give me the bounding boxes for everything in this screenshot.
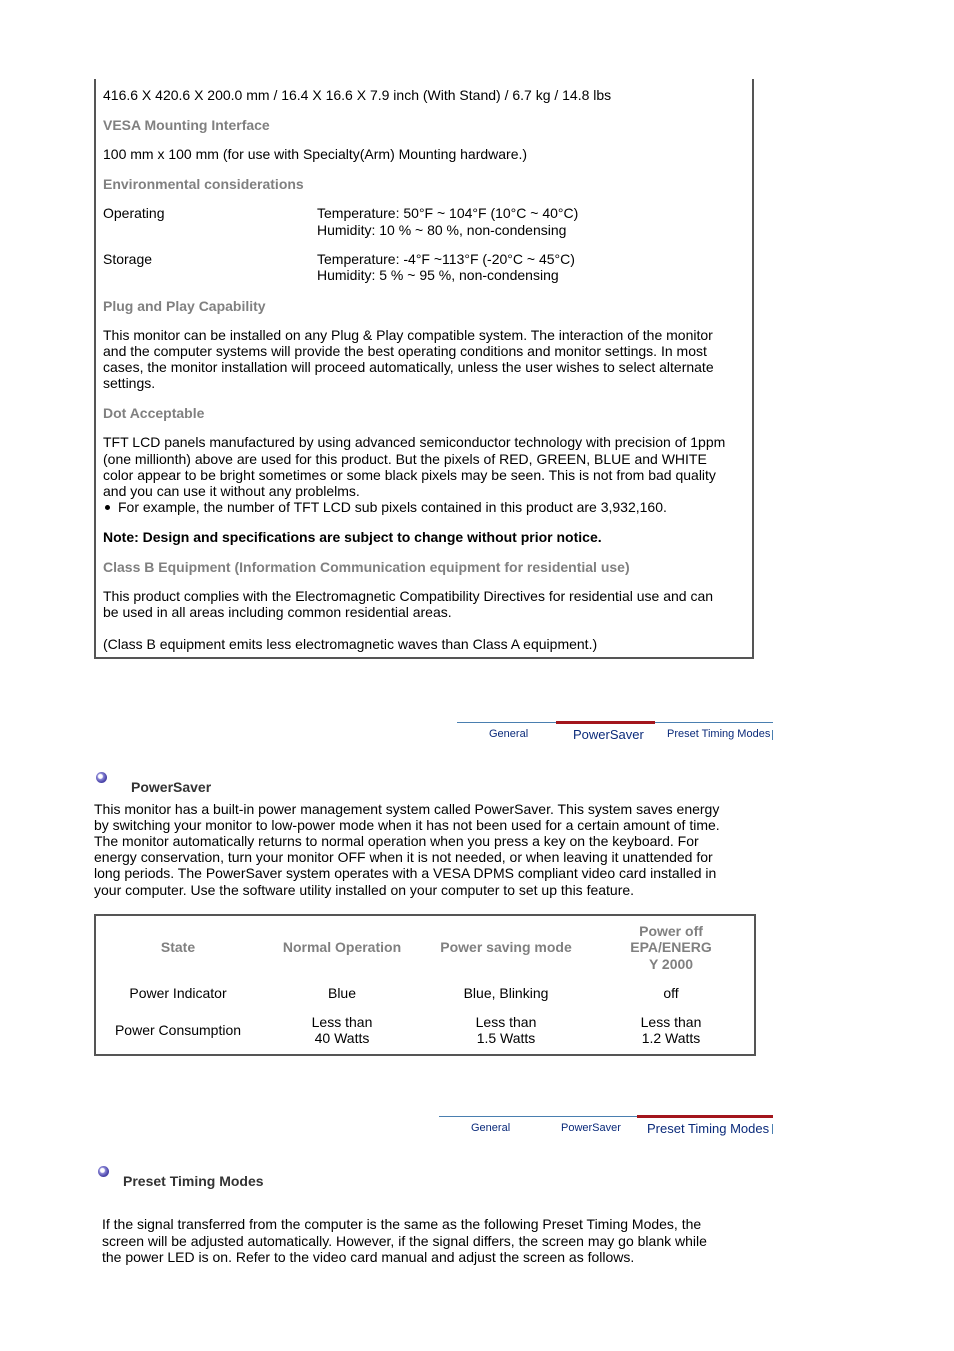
section-bullet-icon (96, 772, 107, 783)
pnp-text-line: cases, the monitor installation will proceed automatically, unless the user wishes to select alternate (103, 359, 714, 375)
pnp-header: Plug and Play Capability (103, 298, 266, 314)
table-cell: 1.2 Watts (641, 1030, 701, 1046)
powersaver-text-line: The monitor automatically returns to normal operation when you press a key on the keyboard. For (94, 833, 699, 849)
table-cell: Blue, Blinking (463, 985, 549, 1001)
pnp-text-line: and the computer systems will provide the best operating conditions and monitor settings. In most (103, 343, 707, 359)
table-header-poweroff: EPA/ENERG (630, 939, 712, 955)
dot-text-line: and you can use it without any problelms. (103, 483, 360, 499)
pnp-text-line: settings. (103, 375, 156, 391)
operating-humidity: Humidity: 10 % ~ 80 %, non-condensing (317, 222, 567, 238)
preset-text-line: screen will be adjusted automatically. However, if the signal differs, the screen may go blank while (102, 1233, 707, 1249)
table-cell: Power Consumption (114, 1022, 242, 1038)
section-bullet-icon (98, 1166, 109, 1177)
class-b-text-line: be used in all areas including common residential areas. (103, 604, 452, 620)
table-cell: off (663, 985, 679, 1001)
class-b-text-line: This product complies with the Electromagnetic Compatibility Directives for residential use and can (103, 588, 714, 604)
operating-label: Operating (103, 205, 165, 221)
section-tabs-powersaver (457, 722, 773, 744)
tab-powersaver[interactable]: PowerSaver (573, 727, 644, 742)
dimensions-value: 416.6 X 420.6 X 200.0 mm / 16.4 X 16.6 X 7.9 inch (With Stand) / 6.7 kg / 14.8 lbs (103, 87, 612, 103)
tab-preset-timing-modes[interactable]: Preset Timing Modes (667, 728, 771, 740)
powersaver-title: PowerSaver (131, 779, 212, 795)
tab-powersaver[interactable]: PowerSaver (561, 1122, 621, 1134)
dot-text-line: TFT LCD panels manufactured by using advanced semiconductor technology with precision of 1ppm (103, 434, 726, 450)
dot-text-line: (one millionth) above are used for this product. But the pixels of RED, GREEN, BLUE and WHITE (103, 451, 707, 467)
table-header-normal: Normal Operation (282, 939, 402, 955)
table-cell: 40 Watts (314, 1030, 370, 1046)
tabs-end-tick (772, 730, 773, 740)
section-tabs-preset (439, 1116, 773, 1138)
dot-bullet-text: For example, the number of TFT LCD sub pixels contained in this product are 3,932,160. (118, 499, 667, 515)
powersaver-text-line: long periods. The PowerSaver system operates with a VESA DPMS compliant video card installed in (94, 865, 717, 881)
dot-acceptable-header: Dot Acceptable (103, 405, 205, 421)
tab-general[interactable]: General (489, 728, 529, 740)
active-tab-indicator (556, 721, 655, 724)
tabs-end-tick (772, 1124, 773, 1134)
table-header-saving: Power saving mode (440, 939, 572, 955)
table-cell: Less than (475, 1014, 537, 1030)
class-b-header: Class B Equipment (Information Communication equipment for residential use) (103, 559, 630, 575)
table-cell: Power Indicator (129, 985, 227, 1001)
operating-temperature: Temperature: 50°F ~ 104°F (10°C ~ 40°C) (317, 205, 579, 221)
storage-label: Storage (103, 251, 153, 267)
preset-text-line: the power LED is on. Refer to the video card manual and adjust the screen as follows. (102, 1249, 635, 1265)
class-b-note: (Class B equipment emits less electromagnetic waves than Class A equipment.) (103, 636, 598, 652)
powersaver-text-line: by switching your monitor to low-power mode when it has not been used for a certain amount of time. (94, 817, 720, 833)
table-header-poweroff: Power off (639, 923, 703, 939)
tab-preset-timing-modes[interactable]: Preset Timing Modes (647, 1121, 770, 1136)
table-cell: Less than (311, 1014, 373, 1030)
powersaver-text-line: This monitor has a built-in power management system called PowerSaver. This system saves energy (94, 801, 720, 817)
powersaver-text-line: energy conservation, turn your monitor OFF when it is not needed, or when leaving it unattended for (94, 849, 713, 865)
table-cell: 1.5 Watts (476, 1030, 536, 1046)
storage-temperature: Temperature: -4°F ~113°F (-20°C ~ 45°C) (317, 251, 575, 267)
preset-title: Preset Timing Modes (123, 1173, 264, 1189)
environment-header: Environmental considerations (103, 176, 304, 192)
table-header-poweroff: Y 2000 (648, 956, 694, 972)
table-cell: Blue (327, 985, 357, 1001)
storage-humidity: Humidity: 5 % ~ 95 %, non-condensing (317, 267, 559, 283)
bullet-dot-icon (105, 505, 110, 510)
table-header-state: State (160, 939, 196, 955)
powersaver-text-line: your computer. Use the software utility installed on your computer to set up this feature. (94, 882, 635, 898)
table-cell: Less than (640, 1014, 702, 1030)
tab-general[interactable]: General (471, 1122, 511, 1134)
vesa-header: VESA Mounting Interface (103, 117, 270, 133)
specification-note: Note: Design and specifications are subject to change without prior notice. (103, 529, 602, 545)
active-tab-indicator (637, 1115, 773, 1118)
pnp-text-line: This monitor can be installed on any Plug & Play compatible system. The interaction of the monitor (103, 327, 713, 343)
dot-text-line: color appear to be bright sometimes or some black pixels may be seen. This is not from bad quality (103, 467, 716, 483)
vesa-value: 100 mm x 100 mm (for use with Specialty(Arm) Mounting hardware.) (103, 146, 528, 162)
preset-text-line: If the signal transferred from the computer is the same as the following Preset Timing Modes, the (102, 1216, 702, 1232)
